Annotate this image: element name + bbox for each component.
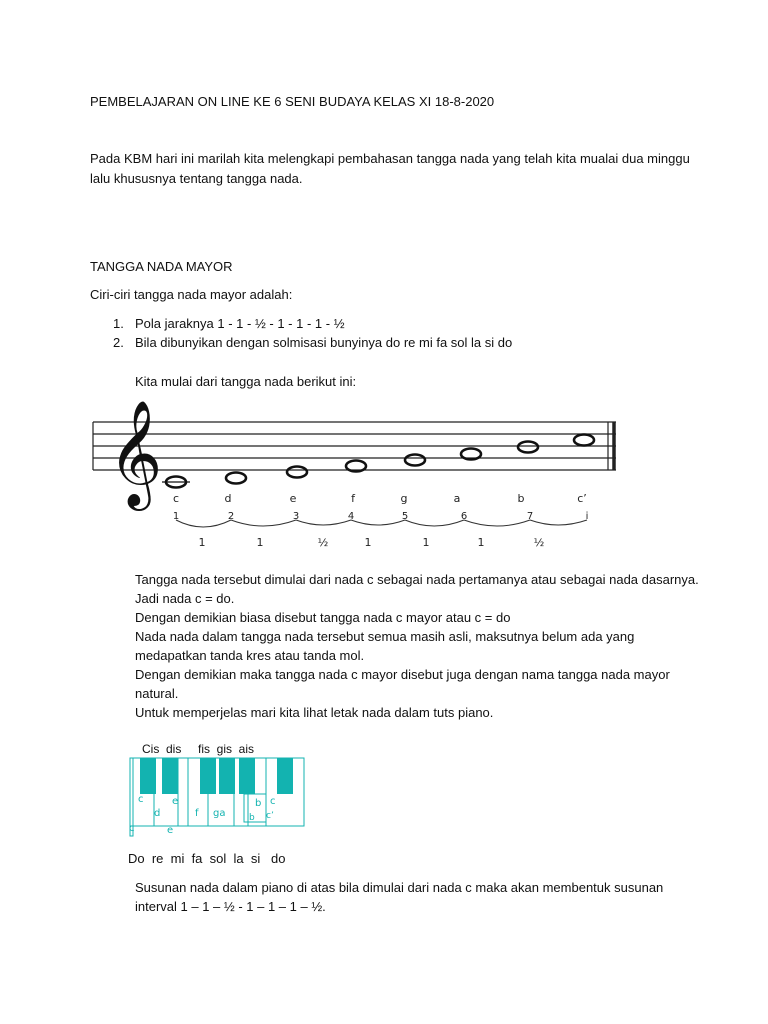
paragraph-line: Untuk memperjelas mari kita lihat letak nada dalam tuts piano.: [135, 705, 494, 720]
section-heading: TANGGA NADA MAYOR: [90, 259, 233, 274]
note-b: [518, 442, 538, 453]
interval-value: 1: [256, 536, 264, 548]
interval-slur: [231, 520, 296, 526]
interval-slur: [405, 520, 464, 526]
interval-slur: [530, 520, 587, 525]
paragraph-line: Jadi nada c = do.: [135, 591, 235, 606]
key-label: f: [195, 808, 199, 819]
c-major-scale-staff: [88, 398, 628, 548]
piano-keyboard: [125, 756, 315, 838]
key-label: d: [154, 808, 161, 819]
note-name: a: [453, 492, 461, 505]
key-label: e: [167, 825, 174, 836]
interval-value: 1: [198, 536, 206, 548]
key-label: c’: [266, 811, 274, 821]
black-key-cis-high: [277, 758, 293, 794]
interval-slur: [464, 520, 530, 526]
degree-number: 1: [172, 511, 180, 522]
note-c-high: [574, 435, 594, 446]
treble-clef-icon: 𝄞: [108, 399, 163, 506]
interval-slur: [296, 520, 351, 525]
start-text: Kita mulai dari tangga nada berikut ini:: [135, 374, 357, 389]
intro-line-2: lalu khususnya tentang tangga nada.: [90, 171, 303, 186]
note-name: b: [517, 492, 525, 505]
degree-number: 6: [460, 511, 468, 522]
list-item-number: 2.: [113, 335, 124, 350]
list-item-text: Pola jaraknya 1 - 1 - ½ - 1 - 1 - 1 - ½: [135, 316, 345, 331]
interval-value: ½: [317, 536, 329, 548]
paragraph-line: Tangga nada tersebut dimulai dari nada c sebagai nada pertamanya atau sebagai nada dasarnya.: [135, 572, 699, 587]
note-name: f: [351, 492, 355, 505]
summary-line-2: interval 1 – 1 – ½ - 1 – 1 – 1 – ½.: [135, 899, 326, 914]
note-name: d: [224, 492, 232, 505]
black-key-gis: [219, 758, 235, 794]
key-label: b: [249, 813, 255, 823]
document-title: PEMBELAJARAN ON LINE KE 6 SENI BUDAYA KELAS XI 18-8-2020: [90, 94, 495, 109]
key-label: b: [255, 798, 262, 809]
note-name: c: [172, 492, 180, 505]
paragraph-line: natural.: [135, 686, 179, 701]
white-key-e: [178, 758, 188, 826]
note-name: g: [400, 492, 408, 505]
paragraph-line: Nada nada dalam tangga nada tersebut semua masih asli, maksutnya belum ada yang: [135, 629, 635, 644]
note-name: c’: [577, 492, 587, 505]
interval-value: ½: [533, 536, 545, 548]
degree-number: 2: [227, 511, 235, 522]
intro-line-1: Pada KBM hari ini marilah kita melengkapi pembahasan tangga nada yang telah kita mualai dua minggu: [90, 151, 690, 166]
ciri-heading: Ciri-ciri tangga nada mayor adalah:: [90, 287, 293, 302]
list-item-number: 1.: [113, 316, 124, 331]
black-key-ais: [239, 758, 255, 794]
interval-slur: [351, 520, 405, 525]
degree-number: 3: [292, 511, 300, 522]
interval-value: 1: [364, 536, 372, 548]
key-label: e: [172, 796, 179, 807]
note-d: [226, 473, 246, 484]
black-key-cis: [140, 758, 156, 794]
degree-number: i: [585, 511, 589, 522]
key-label: c: [270, 796, 276, 807]
black-key-fis: [200, 758, 216, 794]
key-label: c: [129, 823, 135, 834]
paragraph-line: Dengan demikian biasa disebut tangga nada c mayor atau c = do: [135, 610, 511, 625]
note-g: [405, 455, 425, 466]
black-key-dis: [162, 758, 178, 794]
solfa-line: Do re mi fa sol la si do: [128, 851, 286, 866]
note-e: [287, 467, 307, 478]
list-item-text: Bila dibunyikan dengan solmisasi bunyinya do re mi fa sol la si do: [135, 335, 513, 350]
key-label: c: [138, 794, 144, 805]
degree-number: 7: [526, 511, 534, 522]
note-name: e: [289, 492, 297, 505]
paragraph-line: Dengan demikian maka tangga nada c mayor disebut juga dengan nama tangga nada mayor: [135, 667, 670, 682]
interval-value: 1: [422, 536, 430, 548]
degree-number: 4: [347, 511, 355, 522]
paragraph-line: medapatkan tanda kres atau tanda mol.: [135, 648, 365, 663]
interval-value: 1: [477, 536, 485, 548]
interval-slur: [176, 520, 231, 527]
degree-number: 5: [401, 511, 409, 522]
key-label: ga: [213, 808, 226, 819]
summary-line-1: Susunan nada dalam piano di atas bila dimulai dari nada c maka akan membentuk susunan: [135, 880, 664, 895]
black-key-labels: Cis dis fis gis ais: [142, 742, 255, 756]
